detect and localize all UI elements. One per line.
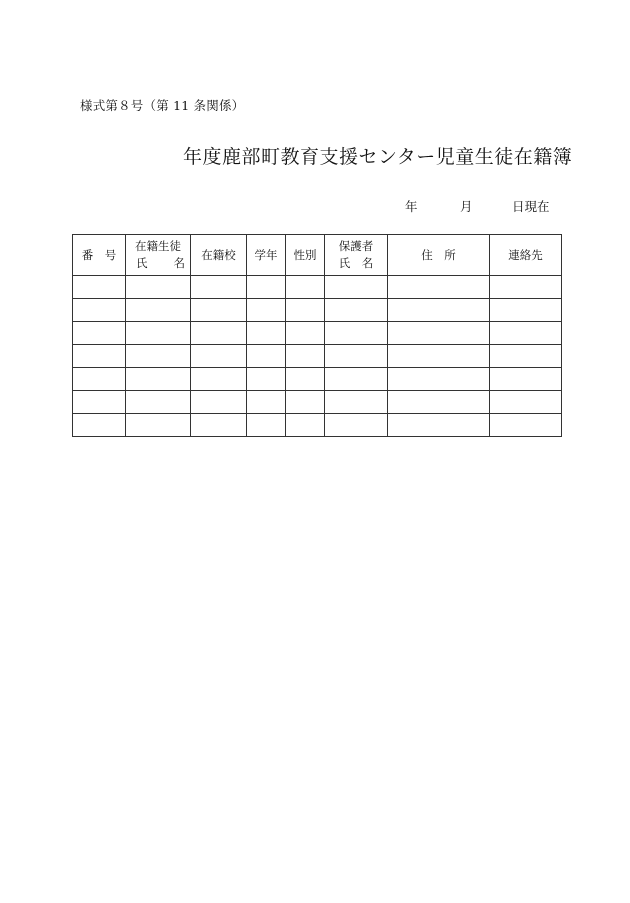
table-cell [325,299,388,322]
table-cell [388,299,490,322]
table-cell [191,322,247,345]
table-cell [247,345,286,368]
table-cell [325,276,388,299]
table-cell [126,299,191,322]
student-register-table [72,234,562,437]
table-row [73,322,562,345]
table-cell [388,368,490,391]
date-month-label: 月 [460,199,473,214]
table-cell [325,414,388,437]
table-cell [286,276,325,299]
table-cell [247,276,286,299]
table-cell [247,322,286,345]
table-cell [73,391,126,414]
header-sex: 性別 [286,235,325,276]
table-cell [191,299,247,322]
table-cell [191,276,247,299]
table-cell [325,391,388,414]
table-cell [490,276,562,299]
table-cell [490,368,562,391]
table-cell [490,322,562,345]
table-cell [490,345,562,368]
date-year-label: 年 [405,199,418,214]
table-cell [247,414,286,437]
table-cell [73,345,126,368]
table-cell [73,276,126,299]
table-cell [126,276,191,299]
table-row [73,345,562,368]
table-cell [325,345,388,368]
table-cell [490,299,562,322]
table-cell [286,322,325,345]
table-header-row [73,235,562,276]
header-grade: 学年 [247,235,286,276]
table-cell [490,391,562,414]
header-school: 在籍校 [191,235,247,276]
date-day-label: 日現在 [512,199,550,214]
table-cell [247,368,286,391]
header-student-name: 在籍生徒 氏 名 [126,235,191,276]
table-cell [191,368,247,391]
table-cell [247,391,286,414]
table-cell [126,322,191,345]
table-cell [388,414,490,437]
table-cell [126,368,191,391]
table-cell [73,368,126,391]
header-guardian-name: 保護者 氏 名 [325,235,388,276]
table-cell [325,368,388,391]
table-cell [73,322,126,345]
table-cell [388,276,490,299]
table-cell [126,391,191,414]
form-number-label: 様式第８号（第 11 条関係） [80,98,245,113]
table-cell [191,414,247,437]
table-cell [286,414,325,437]
table-cell [126,345,191,368]
table-row [73,276,562,299]
table-cell [388,345,490,368]
document-title: 年度鹿部町教育支援センター児童生徒在籍簿 [183,146,573,168]
header-contact: 連絡先 [490,235,562,276]
table-cell [191,345,247,368]
table-cell [286,368,325,391]
table-cell [73,414,126,437]
header-address: 住 所 [388,235,490,276]
table-cell [388,391,490,414]
table-row [73,391,562,414]
table-cell [286,345,325,368]
table-cell [73,299,126,322]
table-cell [490,414,562,437]
table-cell [325,322,388,345]
table-cell [286,299,325,322]
table-cell [388,322,490,345]
table-row [73,299,562,322]
table-cell [247,299,286,322]
table-cell [286,391,325,414]
header-number: 番 号 [73,235,126,276]
table-row [73,368,562,391]
table-cell [191,391,247,414]
table-cell [126,414,191,437]
table-row [73,414,562,437]
as-of-date-line [405,197,555,213]
